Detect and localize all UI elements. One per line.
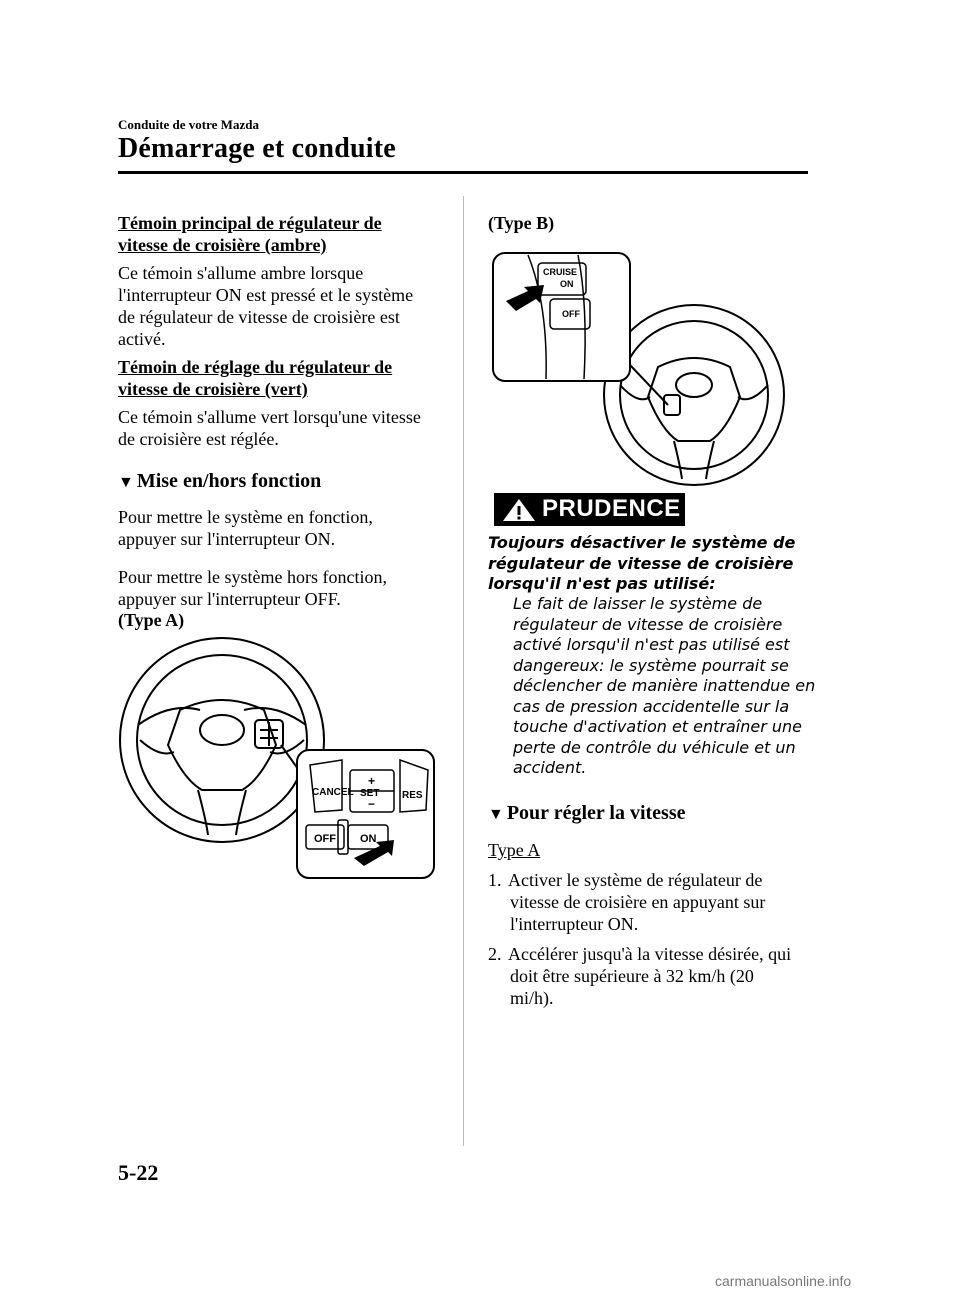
on-instruction: Pour mettre le système en fonction, appuyer sur l'interrupteur ON. [118, 507, 373, 549]
cruise-off-label: OFF [562, 309, 580, 319]
on-button-label: ON [360, 833, 377, 845]
caution-lead-text: Toujours désactiver le système de régulateur de vitesse de croisière lorsqu'il n'est pas utilisé: [488, 533, 796, 593]
steering-wheel-type-a-figure [110, 630, 440, 880]
triangle-down-icon: ▼ [118, 474, 134, 491]
cancel-button-label: CANCEL [312, 787, 354, 798]
section-label: Conduite de votre Mazda [118, 117, 259, 132]
green-indicator-heading: Témoin de réglage du régulateur de vitesse de croisière (vert) [118, 357, 393, 399]
off-button-label: OFF [314, 833, 336, 845]
cruise-button-label: CRUISE [543, 267, 578, 277]
cruise-on-label: ON [560, 279, 574, 289]
page-title: Démarrage et conduite [118, 133, 396, 164]
type-a-subheading: Type A [488, 840, 541, 860]
title-divider [118, 171, 808, 174]
amber-indicator-heading: Témoin principal de régulateur de vitesse de croisière (ambre) [118, 213, 382, 255]
res-button-label: RES [402, 790, 423, 801]
warning-icon [502, 498, 536, 522]
caution-body-text: Le fait de laisser le système de régulateur de vitesse de croisière activé lorsqu'il n'est pas utilisé est dangereux: le système pourrait se déclencher de manière inattendue en cas de pression accidentelle sur la touche d'activation et entraîner une perte de contrôle du véhicule et un accident. [513, 594, 816, 777]
green-indicator-text: Ce témoin s'allume vert lorsqu'une vitesse de croisière est réglée. [118, 407, 421, 449]
column-divider [463, 196, 464, 1146]
triangle-down-icon: ▼ [488, 806, 504, 823]
type-b-label: (Type B) [488, 213, 555, 233]
minus-label: − [368, 797, 376, 811]
page-number: 5-22 [118, 1160, 159, 1185]
watermark-footer: carmanualsonline.info [715, 1273, 852, 1289]
plus-label: + [368, 774, 376, 788]
set-speed-heading: ▼ Pour régler la vitesse [488, 802, 686, 824]
off-instruction: Pour mettre le système hors fonction, appuyer sur l'interrupteur OFF. [118, 567, 387, 609]
onoff-heading: ▼ Mise en/hors fonction [118, 470, 322, 492]
step-2: 2. Accélérer jusqu'à la vitesse désirée, qui doit être supérieure à 32 km/h (20 mi/h). [488, 944, 792, 1008]
amber-indicator-text: Ce témoin s'allume ambre lorsque l'interrupteur ON est pressé et le système de régulateur de vitesse de croisière est activé. [118, 263, 414, 349]
steering-wheel-type-b-figure [488, 245, 788, 495]
step-1: 1. Activer le système de régulateur de vitesse de croisière en appuyant sur l'interrupteur ON. [488, 870, 766, 934]
caution-banner: PRUDENCE [494, 493, 685, 526]
set-button-label: SET [360, 788, 380, 799]
type-a-label: (Type A) [118, 610, 185, 630]
